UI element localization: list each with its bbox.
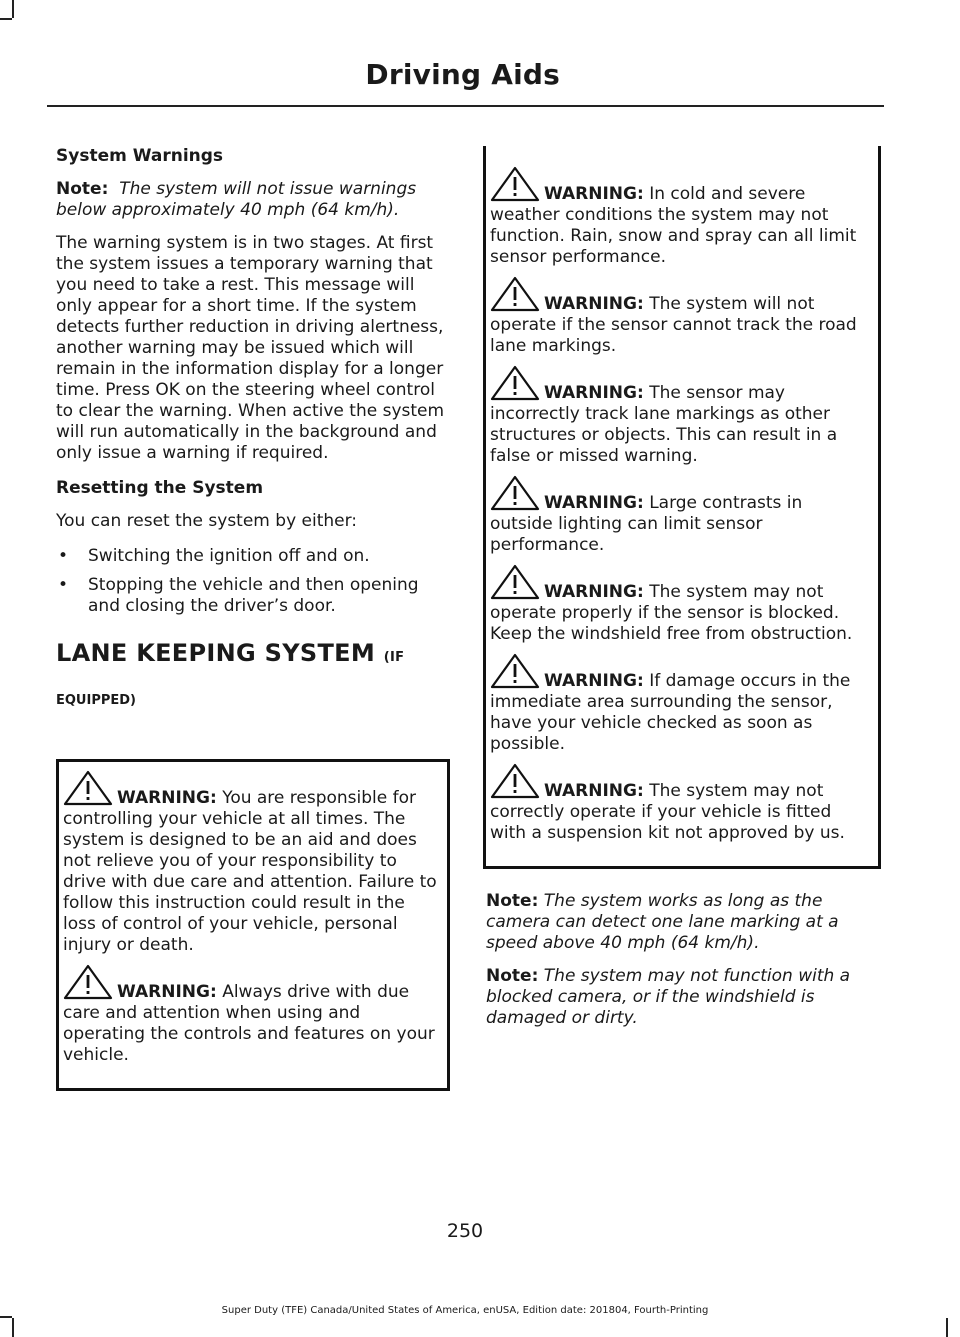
section-heading [56, 639, 448, 668]
warning-item [490, 781, 870, 844]
warning-stages-paragraph: The warning system is in two stages. At first the system issues a temporary warning that you need to take a rest. This message will only appear for a short time. If the system detects further reduction in driving alertness, another warning may be issued which will remain in the information display for a longer time. Press OK on the steering wheel control to clear the warning. When active the system will run automatically in the background and only issue a warning if required. [56, 233, 445, 463]
note-label: Note: [56, 179, 109, 199]
warning-box [483, 146, 881, 869]
warning-label: WARNING: [544, 184, 644, 204]
list-item [56, 575, 448, 617]
warning-text: The system will not operate if the sensor cannot track the road lane markings. [490, 294, 857, 356]
list-item-text: Switching the ignition off and on. [88, 546, 370, 566]
right-column [486, 146, 878, 1041]
bullet: • [58, 546, 69, 566]
note-label: Note: [486, 966, 539, 986]
warning-text: The system may not correctly operate if your vehicle is fitted with a suspension kit not approved by us. [490, 781, 845, 843]
crop-mark [0, 18, 12, 20]
warning-triangle-icon [490, 383, 544, 401]
section-suffix: (IF [383, 650, 405, 665]
list-item-text: Stopping the vehicle and then opening and closing the driver’s door. [88, 575, 419, 616]
warning-label: WARNING: [544, 294, 644, 314]
list-item [56, 546, 448, 567]
warning-item [490, 582, 870, 645]
resetting-heading: Resetting the System [56, 478, 264, 498]
header-rule [47, 105, 884, 107]
crop-mark [12, 1318, 14, 1337]
warning-item [490, 671, 870, 755]
note [486, 891, 878, 954]
left-column [56, 146, 448, 1091]
warning-text: Large contrasts in outside lighting can limit sensor performance. [490, 493, 803, 555]
warning-text: The system may not operate properly if the sensor is blocked. Keep the windshield free from obstruction. [490, 582, 853, 644]
crop-mark [0, 1316, 12, 1318]
section-suffix-cont: EQUIPPED) [56, 693, 136, 708]
note [486, 966, 878, 1029]
warning-label: WARNING: [544, 383, 644, 403]
warning-label: WARNING: [544, 781, 644, 801]
warning-item [490, 294, 870, 357]
warning-text: Always drive with due care and attention when using and operating the controls and features on your vehicle. [63, 982, 435, 1065]
warning-label: WARNING: [117, 788, 217, 808]
warning-item [63, 982, 439, 1066]
warning-text: You are responsible for controlling your vehicle at all times. The system is designed to be an aid and does not relieve you of your responsibility to drive with due care and attention. Failure to follow this instruction could result in the loss of control of your vehicle, personal injury or death. [63, 788, 437, 955]
section-title: LANE KEEPING SYSTEM [56, 639, 376, 667]
warning-label: WARNING: [544, 582, 644, 602]
reset-list [56, 546, 448, 617]
page-title: Driving Aids [365, 58, 560, 91]
warning-label: WARNING: [544, 671, 644, 691]
crop-mark [946, 1318, 948, 1337]
crop-mark [12, 0, 14, 18]
warning-item [63, 788, 439, 956]
warning-triangle-icon [63, 982, 117, 1000]
note-text: The system may not function with a blocked camera, or if the windshield is damaged or dirty. [486, 966, 851, 1028]
warning-triangle-icon [490, 582, 544, 600]
page-number: 250 [446, 1220, 484, 1242]
warning-triangle-icon [490, 493, 544, 511]
warning-triangle-icon [490, 184, 544, 202]
warning-text: The sensor may incorrectly track lane markings as other structures or objects. This can result in a false or missed warning. [490, 383, 838, 466]
warning-item [490, 184, 870, 268]
note-label: Note: [486, 891, 539, 911]
note [56, 179, 448, 221]
warning-text: If damage occurs in the immediate area surrounding the sensor, have your vehicle checked as soon as possible. [490, 671, 851, 754]
warning-label: WARNING: [544, 493, 644, 513]
system-warnings-heading: System Warnings [56, 146, 224, 166]
warning-triangle-icon [490, 294, 544, 312]
warning-text: In cold and severe weather conditions the system may not function. Rain, snow and spray can all limit sensor performance. [490, 184, 857, 267]
warning-item [490, 493, 870, 556]
footer-edition: Super Duty (TFE) Canada/United States of America, enUSA, Edition date: 201804, Fourth-Printing [221, 1305, 709, 1316]
warning-label: WARNING: [117, 982, 217, 1002]
warning-triangle-icon [63, 788, 117, 806]
reset-intro: You can reset the system by either: [56, 511, 358, 531]
warning-box [56, 759, 450, 1091]
bullet: • [58, 575, 69, 595]
warning-item [490, 383, 870, 467]
warning-triangle-icon [490, 671, 544, 689]
note-text: The system works as long as the camera can detect one lane marking at a speed above 40 mph (64 km/h). [486, 891, 839, 953]
warning-triangle-icon [490, 781, 544, 799]
note-text: The system will not issue warnings below approximately 40 mph (64 km/h). [56, 179, 417, 220]
